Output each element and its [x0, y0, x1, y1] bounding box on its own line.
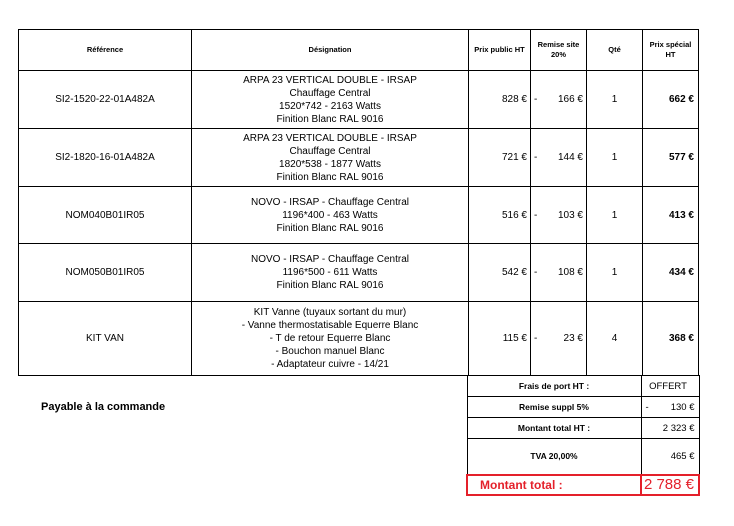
designation-line: - Bouchon manuel Blanc	[275, 346, 385, 357]
designation-line: NOVO - IRSAP - Chauffage Central	[250, 254, 410, 265]
header-prix-special	[643, 30, 699, 71]
shipping-label: Frais de port HT :	[467, 376, 641, 397]
table-row	[19, 302, 699, 376]
row-reference: NOM050B01IR05	[19, 244, 192, 302]
row-designation	[192, 244, 469, 302]
total-ht-value: 2 323 €	[641, 418, 699, 439]
row-prix-public: 115 €	[469, 302, 531, 376]
header-reference: Référence	[19, 30, 192, 71]
remise-value: 108 €	[557, 267, 583, 278]
discount-sign: -	[645, 401, 649, 413]
header-prix-public: Prix public HT	[469, 30, 531, 71]
grand-total-value: 2 788 €	[641, 475, 699, 495]
designation-line: Finition Blanc RAL 9016	[276, 113, 384, 125]
row-designation	[192, 71, 469, 129]
discount-value	[641, 397, 699, 418]
header-designation: Désignation	[192, 30, 469, 71]
remise-value: 23 €	[563, 333, 583, 344]
designation-line: 1196*500 - 611 Watts	[282, 267, 378, 278]
row-prix-public: 516 €	[469, 187, 531, 244]
discount-amount: 130 €	[670, 401, 695, 413]
row-reference: SI2-1820-16-01A482A	[19, 129, 192, 187]
totals-row-grand-total	[467, 475, 699, 495]
row-prix-public: 828 €	[469, 71, 531, 129]
grand-total-label: Montant total :	[467, 475, 641, 495]
header-prix-special-line2: HT	[665, 50, 676, 59]
row-designation	[192, 187, 469, 244]
row-qte: 1	[587, 187, 643, 244]
row-qte: 1	[587, 244, 643, 302]
row-qte: 1	[587, 129, 643, 187]
row-prix-special: 577 €	[643, 129, 699, 187]
row-qte: 1	[587, 71, 643, 129]
remise-sign: -	[534, 152, 538, 163]
designation-line: Finition Blanc RAL 9016	[276, 222, 384, 234]
row-remise	[531, 302, 587, 376]
row-prix-public: 721 €	[469, 129, 531, 187]
designation-line: KIT Vanne (tuyaux sortant du mur)	[253, 307, 407, 318]
designation-line: ARPA 23 VERTICAL DOUBLE - IRSAP	[243, 74, 417, 86]
remise-sign: -	[534, 333, 538, 344]
totals-table	[466, 375, 700, 496]
row-prix-special: 662 €	[643, 71, 699, 129]
row-reference: SI2-1520-22-01A482A	[19, 71, 192, 129]
row-remise	[531, 71, 587, 129]
row-remise	[531, 187, 587, 244]
designation-line: Chauffage Central	[289, 145, 371, 157]
totals-row-shipping	[467, 376, 699, 397]
designation-line: - Vanne thermostatisable Equerre Blanc	[241, 320, 419, 331]
row-designation	[192, 302, 469, 376]
table-row	[19, 244, 699, 302]
row-prix-special: 434 €	[643, 244, 699, 302]
designation-line: - T de retour Equerre Blanc	[269, 333, 391, 344]
designation-line: - Adaptateur cuivre - 14/21	[271, 359, 389, 370]
tva-label: TVA 20,00%	[467, 439, 641, 475]
remise-sign: -	[534, 209, 538, 221]
discount-label: Remise suppl 5%	[467, 397, 641, 418]
remise-sign: -	[534, 94, 538, 105]
row-remise	[531, 129, 587, 187]
designation-line: 1520*742 - 2163 Watts	[279, 100, 381, 112]
table-row	[19, 187, 699, 244]
remise-value: 103 €	[557, 209, 583, 221]
tva-value: 465 €	[641, 439, 699, 475]
row-prix-public: 542 €	[469, 244, 531, 302]
quote-table	[18, 29, 699, 376]
header-remise-line1: Remise site	[537, 40, 580, 49]
header-remise	[531, 30, 587, 71]
row-designation	[192, 129, 469, 187]
header-prix-special-line1: Prix spécial	[649, 40, 692, 49]
totals-row-tva	[467, 439, 699, 475]
row-qte: 4	[587, 302, 643, 376]
designation-line: 1820*538 - 1877 Watts	[279, 158, 381, 170]
totals-row-discount	[467, 397, 699, 418]
shipping-value: OFFERT	[641, 376, 699, 397]
row-prix-special: 413 €	[643, 187, 699, 244]
header-qte: Qté	[587, 30, 643, 71]
row-remise	[531, 244, 587, 302]
table-row	[19, 129, 699, 187]
remise-value: 144 €	[557, 152, 583, 163]
payment-note: Payable à la commande	[41, 401, 166, 413]
designation-line: Chauffage Central	[289, 87, 371, 99]
row-prix-special: 368 €	[643, 302, 699, 376]
designation-line: NOVO - IRSAP - Chauffage Central	[250, 196, 410, 208]
header-remise-line2: 20%	[550, 50, 566, 59]
total-ht-label: Montant total HT :	[467, 418, 641, 439]
remise-sign: -	[534, 267, 538, 278]
designation-line: Finition Blanc RAL 9016	[276, 280, 384, 291]
designation-line: Finition Blanc RAL 9016	[276, 171, 384, 183]
designation-line: ARPA 23 VERTICAL DOUBLE - IRSAP	[243, 132, 417, 144]
remise-value: 166 €	[557, 94, 583, 105]
row-reference: NOM040B01IR05	[19, 187, 192, 244]
header-row	[19, 30, 699, 71]
totals-row-total-ht	[467, 418, 699, 439]
designation-line: 1196*400 - 463 Watts	[282, 209, 378, 221]
table-row	[19, 71, 699, 129]
row-reference: KIT VAN	[19, 302, 192, 376]
